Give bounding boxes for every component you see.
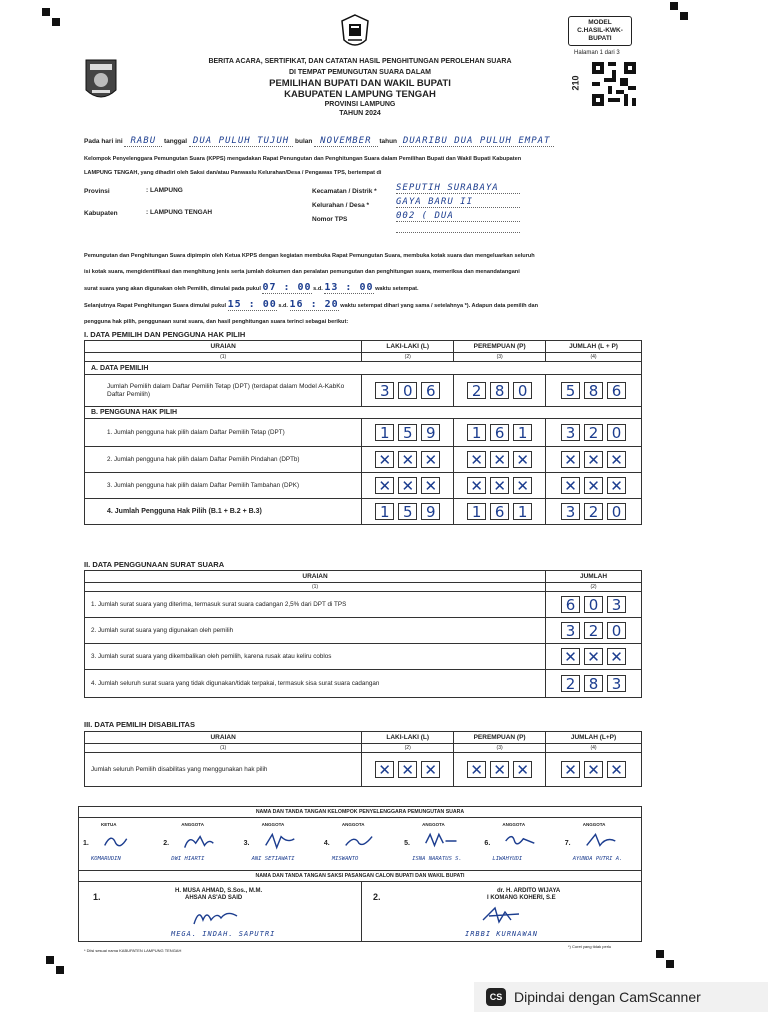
s1-b3-j bbox=[546, 473, 642, 499]
s2-r3-label: 3. Jumlah surat suara yang dikembalikan oleh pemilih, karena rusak atau keliru coblos bbox=[85, 644, 546, 670]
digit-box: ✕ bbox=[607, 761, 626, 778]
s1-b1-p bbox=[454, 419, 546, 447]
s1-b3-l bbox=[362, 473, 454, 499]
value-tps: 002 ( DUA bbox=[396, 211, 520, 222]
kpps-member-2 bbox=[159, 818, 239, 870]
digit-box: 1 bbox=[375, 424, 394, 441]
qr-number: 210 bbox=[570, 75, 581, 91]
s1-b4-label: 4. Jumlah Pengguna Hak Pilih (B.1 + B.2 + B.3) bbox=[85, 499, 362, 525]
s2-col-uraian: URAIAN bbox=[85, 571, 546, 583]
label-kabupaten: Kabupaten bbox=[84, 210, 118, 217]
s1-num1: (1) bbox=[85, 353, 362, 362]
digit-box: 8 bbox=[584, 675, 603, 692]
section3-title: III. DATA PEMILIH DISABILITAS bbox=[84, 720, 195, 729]
intro-line1: Kelompok Penyelenggara Pemungutan Suara (KPPS) mengadakan Rapat Penungutan dan Penghitungan Suara dalam Pemilihan Bupati dan Wakil Bupati Kabupaten bbox=[84, 156, 522, 162]
qr-code bbox=[592, 62, 636, 106]
s1-b2-p bbox=[454, 447, 546, 473]
document-header bbox=[160, 56, 560, 118]
model-line3: BUPATI bbox=[588, 35, 612, 42]
saksi2-signature bbox=[479, 904, 527, 928]
time-start-1: 07 : 00 bbox=[262, 282, 312, 293]
member-role: ANGGOTA bbox=[261, 822, 285, 827]
s2-r4-label: 4. Jumlah seluruh surat suara yang tidak digunakan/tidak terpakai, termasuk sisa surat suara cadangan bbox=[85, 670, 546, 698]
s1-b1-label: 1. Jumlah pengguna hak pilih dalam Daftar Pemilih Tetap (DPT) bbox=[85, 419, 362, 447]
footer-right-note: *) Coret yang tidak perlu bbox=[568, 944, 612, 949]
member-role: ANGGOTA bbox=[502, 822, 526, 827]
camscanner-text: Dipindai dengan CamScanner bbox=[514, 989, 701, 1005]
s3-col-j: JUMLAH (L+P) bbox=[546, 732, 642, 744]
digit-box: 5 bbox=[398, 424, 417, 441]
digit-box: 3 bbox=[561, 424, 580, 441]
kpps-member-6 bbox=[480, 818, 560, 870]
member-signature bbox=[500, 830, 540, 852]
model-line2: C.HASIL-KWK- bbox=[577, 27, 623, 34]
s1-col-uraian: URAIAN bbox=[85, 341, 362, 353]
saksi1-line2: AHSAN AS'AD SAID bbox=[185, 895, 243, 901]
kpps-members-row bbox=[79, 818, 641, 871]
digit-box: ✕ bbox=[421, 451, 440, 468]
corner-mark-br bbox=[656, 950, 664, 958]
s1-col-j: JUMLAH (L + P) bbox=[546, 341, 642, 353]
sd-1: s.d. bbox=[313, 286, 323, 292]
saksi1-num: 1. bbox=[93, 892, 101, 902]
digit-box: ✕ bbox=[513, 761, 532, 778]
value-kabupaten: : LAMPUNG TENGAH bbox=[146, 209, 213, 216]
s3-l bbox=[362, 753, 454, 787]
header-line3: PEMILIHAN BUPATI DAN WAKIL BUPATI bbox=[269, 78, 451, 89]
digit-box: 3 bbox=[607, 596, 626, 613]
s1-b2-l bbox=[362, 447, 454, 473]
corner-mark-bl2 bbox=[56, 966, 64, 974]
digit-box: ✕ bbox=[584, 648, 603, 665]
digit-box: 2 bbox=[561, 675, 580, 692]
member-signature bbox=[260, 830, 300, 852]
digit-box: ✕ bbox=[561, 477, 580, 494]
value-kecamatan: SEPUTIH SURABAYA bbox=[396, 183, 520, 194]
digit-box: ✕ bbox=[421, 477, 440, 494]
label-hari: Pada hari ini bbox=[84, 138, 123, 145]
value-tanggal: DUA PULUH TUJUH bbox=[189, 136, 293, 147]
member-role: ANGGOTA bbox=[341, 822, 365, 827]
digit-box: ✕ bbox=[467, 761, 486, 778]
member-num: 5. bbox=[404, 840, 410, 847]
s1-b2-label: 2. Jumlah pengguna hak pilih dalam Daftar Pemilih Pindahan (DPTb) bbox=[85, 447, 362, 473]
digit-box: 8 bbox=[584, 382, 603, 399]
section2-table bbox=[84, 570, 642, 698]
value-provinsi: : LAMPUNG bbox=[146, 187, 183, 194]
s1-b2-j bbox=[546, 447, 642, 473]
saksi-row bbox=[79, 882, 641, 942]
s2-r3-value bbox=[546, 644, 642, 670]
saksi2-line1: dr. H. ARDITO WIJAYA bbox=[497, 888, 561, 894]
s1-b4-p bbox=[454, 499, 546, 525]
digit-box: ✕ bbox=[513, 477, 532, 494]
member-num: 3. bbox=[243, 840, 250, 847]
para-line3b: waktu setempat. bbox=[375, 286, 419, 292]
kpps-member-4 bbox=[320, 818, 400, 870]
member-name: AYUNDA PUTRI A. bbox=[572, 856, 623, 862]
value-hari: RABU bbox=[124, 136, 162, 147]
date-line bbox=[84, 136, 644, 146]
kpps-member-1 bbox=[79, 818, 159, 870]
s1-a-p bbox=[454, 375, 546, 407]
header-line2: DI TEMPAT PEMUNGUTAN SUARA DALAM bbox=[288, 69, 432, 76]
kpps-member-3 bbox=[240, 818, 320, 870]
digit-box: 1 bbox=[513, 424, 532, 441]
s3-num1: (1) bbox=[85, 744, 362, 753]
s1-num2: (2) bbox=[362, 353, 454, 362]
tps-extra-line bbox=[396, 232, 520, 233]
camscanner-watermark bbox=[474, 982, 768, 1012]
member-signature bbox=[581, 830, 621, 852]
member-name: DWI HIARTI bbox=[171, 856, 205, 862]
para-line3 bbox=[84, 280, 644, 297]
digit-box: 9 bbox=[421, 503, 440, 520]
saksi1-line1: H. MUSA AHMAD, S.Sos., M.M. bbox=[175, 888, 263, 894]
digit-box: ✕ bbox=[398, 761, 417, 778]
member-num: 6. bbox=[484, 840, 491, 847]
digit-box: 3 bbox=[561, 503, 580, 520]
digit-box: ✕ bbox=[375, 477, 394, 494]
digit-box: 5 bbox=[561, 382, 580, 399]
label-tps: Nomor TPS bbox=[312, 216, 348, 223]
s3-row-label: Jumlah seluruh Pemilih disabilitas yang menggunakan hak pilih bbox=[85, 753, 362, 787]
digit-box: ✕ bbox=[607, 477, 626, 494]
time-start-2: 15 : 00 bbox=[227, 299, 277, 310]
member-signature bbox=[420, 830, 460, 852]
corner-mark-br2 bbox=[666, 960, 674, 968]
s3-num4: (4) bbox=[546, 744, 642, 753]
digit-box: 3 bbox=[561, 622, 580, 639]
digit-box: ✕ bbox=[467, 477, 486, 494]
label-provinsi: Provinsi bbox=[84, 188, 110, 195]
digit-box: ✕ bbox=[561, 648, 580, 665]
digit-box: 6 bbox=[561, 596, 580, 613]
s1-b3-label: 3. Jumlah pengguna hak pilih dalam Daftar Pemilih Tambahan (DPK) bbox=[85, 473, 362, 499]
digit-box: 0 bbox=[398, 382, 417, 399]
member-name: ISNA NARATUS S. bbox=[412, 856, 462, 862]
header-line1: BERITA ACARA, SERTIFIKAT, DAN CATATAN HASIL PENGHITUNGAN PEROLEHAN SUARA bbox=[208, 58, 512, 65]
kpps-title: NAMA DAN TANDA TANGAN KELOMPOK PENYELENGGARA PEMUNGUTAN SUARA bbox=[79, 807, 641, 818]
digit-box: ✕ bbox=[421, 761, 440, 778]
para-line3-text: surat suara yang akan digunakan oleh Pemilih, dimulai pada pukul bbox=[84, 286, 261, 292]
digit-box: 8 bbox=[490, 382, 509, 399]
digit-box: ✕ bbox=[467, 451, 486, 468]
saksi-title: NAMA DAN TANDA TANGAN SAKSI PASANGAN CALON BUPATI DAN WAKIL BUPATI bbox=[79, 871, 641, 882]
s2-r2-value bbox=[546, 618, 642, 644]
digit-box: ✕ bbox=[584, 761, 603, 778]
label-bulan: bulan bbox=[295, 138, 313, 145]
time-end-2: 16 : 20 bbox=[289, 299, 339, 310]
kpps-member-5 bbox=[400, 818, 480, 870]
s3-col-uraian: URAIAN bbox=[85, 732, 362, 744]
member-num: 7. bbox=[564, 840, 571, 847]
s2-r4-value bbox=[546, 670, 642, 698]
digit-box: ✕ bbox=[490, 477, 509, 494]
time-end-1: 13 : 00 bbox=[324, 282, 374, 293]
header-line4: KABUPATEN LAMPUNG TENGAH bbox=[284, 89, 436, 100]
digit-box: 0 bbox=[584, 596, 603, 613]
member-role: ANGGOTA bbox=[582, 822, 606, 827]
saksi-1 bbox=[79, 882, 362, 942]
value-bulan: NOVEMBER bbox=[314, 136, 377, 147]
saksi2-num: 2. bbox=[373, 892, 381, 902]
digit-box: 1 bbox=[467, 503, 486, 520]
section1-title: I. DATA PEMILIH DAN PENGGUNA HAK PILIH bbox=[84, 330, 246, 339]
digit-box: 3 bbox=[607, 675, 626, 692]
saksi-2 bbox=[361, 882, 641, 942]
member-signature bbox=[179, 830, 219, 852]
para-line4b: waktu setempat dihari yang sama / setelahnya *). Adapun data pemilih dan bbox=[340, 303, 539, 309]
s1-b-title: B. PENGGUNA HAK PILIH bbox=[85, 407, 642, 419]
corner-mark-tl2 bbox=[52, 18, 60, 26]
para-line2: isi kotak suara, mengidentifikasi dan menghitung jenis serta jumlah dokumen dan peralatan pemungutan dan penghitungan suara, memeriksa dan menandatangani bbox=[84, 269, 520, 275]
section1-table bbox=[84, 340, 642, 525]
saksi1-name: MEGA. INDAH. SAPUTRI bbox=[171, 930, 276, 938]
s1-b1-j bbox=[546, 419, 642, 447]
header-line6: TAHUN 2024 bbox=[339, 110, 381, 117]
s1-b1-l bbox=[362, 419, 454, 447]
s3-num3: (3) bbox=[454, 744, 546, 753]
model-line1: MODEL bbox=[588, 19, 612, 26]
member-role: KETUA bbox=[101, 822, 117, 827]
digit-box: 9 bbox=[421, 424, 440, 441]
s1-b4-j bbox=[546, 499, 642, 525]
member-role: ANGGOTA bbox=[181, 822, 204, 827]
corner-mark-tr bbox=[670, 2, 678, 10]
header-line5: PROVINSI LAMPUNG bbox=[324, 101, 396, 108]
paragraph-block bbox=[84, 248, 644, 330]
camscanner-icon: CS bbox=[486, 988, 506, 1006]
label-kelurahan: Kelurahan / Desa * bbox=[312, 202, 370, 209]
s2-num2: (2) bbox=[546, 583, 642, 592]
corner-mark-tr2 bbox=[680, 12, 688, 20]
s2-r1-label: 1. Jumlah surat suara yang diterima, termasuk surat suara cadangan 2,5% dari DPT di TPS bbox=[85, 592, 546, 618]
digit-box: 2 bbox=[584, 622, 603, 639]
s1-a-l bbox=[362, 375, 454, 407]
s3-p bbox=[454, 753, 546, 787]
digit-box: ✕ bbox=[584, 451, 603, 468]
value-tahun: DUARIBU DUA PULUH EMPAT bbox=[399, 136, 555, 147]
footer-left-note: * Diisi sesuai nama KABUPATEN LAMPUNG TENGAH bbox=[84, 948, 182, 953]
kpu-logo bbox=[340, 14, 370, 50]
s1-b3-p bbox=[454, 473, 546, 499]
digit-box: 0 bbox=[607, 424, 626, 441]
digit-box: 1 bbox=[513, 503, 532, 520]
digit-box: 6 bbox=[421, 382, 440, 399]
digit-box: ✕ bbox=[607, 451, 626, 468]
s1-b4-l bbox=[362, 499, 454, 525]
signature-block bbox=[78, 806, 642, 942]
member-name: KOMARUDIN bbox=[91, 856, 121, 862]
s2-r1-value bbox=[546, 592, 642, 618]
para-line4-text: Selanjutnya Rapat Penghitungan Suara dimulai pukul bbox=[84, 303, 227, 309]
digit-box: 5 bbox=[398, 503, 417, 520]
section2-title: II. DATA PENGGUNAAN SURAT SUARA bbox=[84, 560, 225, 569]
digit-box: ✕ bbox=[375, 761, 394, 778]
s3-col-l: LAKI-LAKI (L) bbox=[362, 732, 454, 744]
lampung-tengah-logo bbox=[84, 58, 118, 104]
corner-mark-bl bbox=[46, 956, 54, 964]
para-line1: Pemungutan dan Penghitungan Suara dipimpin oleh Ketua KPPS dengan kegiatan membuka Rapat Pemungutan Suara, membuka kotak suara dan mengeluarkan seluruh bbox=[84, 253, 535, 259]
para-line5: pengguna hak pilih, penggunaan surat suara, dan hasil penghitungan suara terinci sebagai berikut: bbox=[84, 319, 349, 325]
s1-num3: (3) bbox=[454, 353, 546, 362]
digit-box: ✕ bbox=[513, 451, 532, 468]
digit-box: 6 bbox=[607, 382, 626, 399]
digit-box: ✕ bbox=[584, 477, 603, 494]
member-name: ANI SETIAWATI bbox=[251, 856, 295, 862]
value-kelurahan: GAYA BARU II bbox=[396, 197, 520, 208]
member-role: ANGGOTA bbox=[422, 822, 445, 827]
member-num: 1. bbox=[83, 840, 89, 847]
section3-table bbox=[84, 731, 642, 787]
digit-box: 0 bbox=[513, 382, 532, 399]
s1-col-l: LAKI-LAKI (L) bbox=[362, 341, 454, 353]
s1-col-p: PEREMPUAN (P) bbox=[454, 341, 546, 353]
member-num: 2. bbox=[163, 840, 170, 847]
digit-box: ✕ bbox=[561, 451, 580, 468]
digit-box: ✕ bbox=[490, 761, 509, 778]
para-line4 bbox=[84, 297, 644, 314]
digit-box: ✕ bbox=[607, 648, 626, 665]
digit-box: 2 bbox=[584, 503, 603, 520]
label-kecamatan: Kecamatan / Distrik * bbox=[312, 188, 377, 195]
digit-box: ✕ bbox=[375, 451, 394, 468]
digit-box: 6 bbox=[490, 424, 509, 441]
s3-j bbox=[546, 753, 642, 787]
digit-box: 2 bbox=[467, 382, 486, 399]
digit-box: 0 bbox=[607, 622, 626, 639]
member-name: MISWANTO bbox=[331, 856, 359, 862]
saksi1-signature bbox=[191, 906, 241, 930]
halaman-label: Halaman 1 dari 3 bbox=[574, 50, 620, 56]
digit-box: ✕ bbox=[398, 477, 417, 494]
s1-a-j bbox=[546, 375, 642, 407]
s2-num1: (1) bbox=[85, 583, 546, 592]
s1-a-row-label: Jumlah Pemilih dalam Daftar Pemilih Tetap (DPT) (terdapat dalam Model A-KabKo Daftar Pemilih) bbox=[85, 375, 362, 407]
label-tahun: tahun bbox=[379, 138, 398, 145]
corner-mark-tl bbox=[42, 8, 50, 16]
member-signature bbox=[99, 830, 139, 852]
sd-2: s.d. bbox=[278, 303, 288, 309]
digit-box: 1 bbox=[375, 503, 394, 520]
s1-a-title: A. DATA PEMILIH bbox=[85, 362, 642, 375]
digit-box: ✕ bbox=[490, 451, 509, 468]
saksi2-line2: I KOMANG KOHERI, S.E bbox=[487, 895, 556, 901]
saksi2-name: IRBBI KURNAWAN bbox=[465, 930, 539, 938]
intro-line2: LAMPUNG TENGAH, yang dihadiri oleh Saksi dan/atau Panwaslu Kelurahan/Desa / Pengawas TPS, bertempat di bbox=[84, 170, 382, 176]
label-tanggal: tanggal bbox=[163, 138, 188, 145]
member-num: 4. bbox=[323, 840, 330, 847]
s3-col-p: PEREMPUAN (P) bbox=[454, 732, 546, 744]
member-name: LIWAHYUDI bbox=[492, 856, 523, 862]
s2-col-j: JUMLAH bbox=[546, 571, 642, 583]
digit-box: 2 bbox=[584, 424, 603, 441]
digit-box: 6 bbox=[490, 503, 509, 520]
s3-num2: (2) bbox=[362, 744, 454, 753]
member-signature bbox=[340, 830, 380, 852]
digit-box: ✕ bbox=[398, 451, 417, 468]
digit-box: ✕ bbox=[561, 761, 580, 778]
digit-box: 0 bbox=[607, 503, 626, 520]
model-box bbox=[568, 16, 632, 46]
s1-num4: (4) bbox=[546, 353, 642, 362]
s2-r2-label: 2. Jumlah surat suara yang digunakan oleh pemilih bbox=[85, 618, 546, 644]
kpps-member-7 bbox=[561, 818, 641, 870]
digit-box: 1 bbox=[467, 424, 486, 441]
digit-box: 3 bbox=[375, 382, 394, 399]
